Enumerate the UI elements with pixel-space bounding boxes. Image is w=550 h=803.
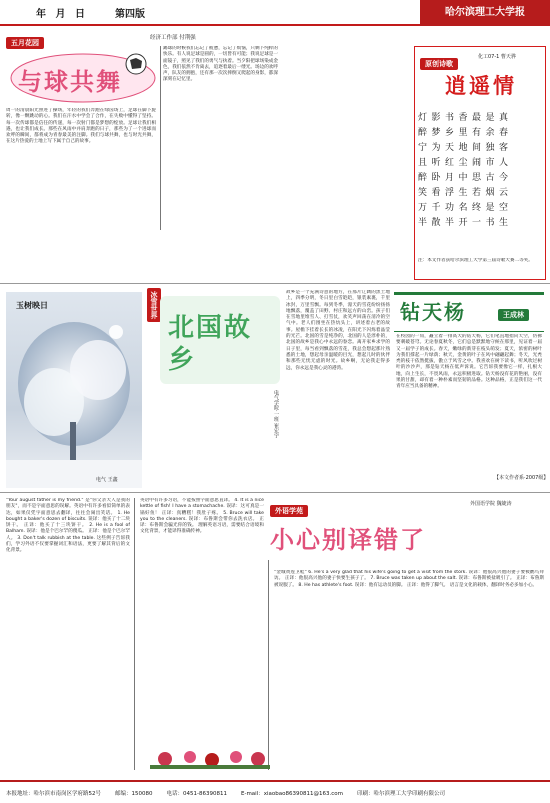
xiaoxin-right-col: "金城黄莲卫鞋" 6. He's a very glad that his wife's going to get a visit from the stork. 误译：他很高兴他的妻子要被鹳鸟拜访。 正译：他很高兴他的妻子快要生孩子了。 7. Bruce was taken up about the salt. 误译：布鲁斯被盐吸引了。 正译：布鲁斯被说服了。 8. He has athlete's foot. 误译：他有运动员的脚。 正译：他得了脚气。 语言是文化的载体，翻译时务必多加小心。 bbox=[274, 570, 544, 588]
paper-name: 哈尔滨理工大学报 bbox=[420, 0, 550, 26]
verse-line: 醉梦乡里有余春 bbox=[418, 128, 513, 138]
bottom-right-tag-label: 外语学苑 bbox=[270, 505, 308, 517]
verse-line: 灯影书香最是真 bbox=[418, 113, 513, 123]
yuqiu-byline: 经济工作部 付荆强 bbox=[150, 35, 196, 41]
poetry-verses bbox=[418, 110, 542, 250]
column-divider bbox=[160, 46, 161, 230]
zuantianyang-tag bbox=[498, 302, 529, 321]
verse-line: 笑看浮生若烟云 bbox=[418, 188, 513, 198]
section-tag-label: 五月花园 bbox=[6, 37, 44, 49]
snow-photo bbox=[6, 292, 142, 488]
flower-icon bbox=[150, 745, 270, 771]
xiaoxin-middle-col: 英语中有许多习语，不能按照字面意思直译。 4. It is a nice kettle of fish! I have a stomachache. 误译：这可真是一锅好鱼！ 正译：真糟糕！我肚子疼。 5. Bruce will take you to the cleaners. 误译：布鲁斯会带你去洗衣店。 正译：布鲁斯会骗光你的钱。 理解英语习语，需要结合语境和文化背景，才能译得准确传神。 bbox=[140, 498, 264, 535]
zuantianyang-text: 在校园的一角，矗立着一排高大的钻天杨，它们笔直地指向天空，仿佛要刺破苍穹。无论春夏秋冬，它们总是默默地守候在那里，见证着一届又一届学子的成长。春天，嫩绿的新芽在枝头萌发；夏天，浓密的树叶为我们撑起一片绿荫；秋天，金黄的叶子在风中翩翩起舞；冬天，光秃秃的枝干依然挺拔，傲立于风雪之中。我喜欢在树下读书，听风吹过树叶的沙沙声，那是钻天杨在低声诉说。它告诉我要像它一样，扎根大地，向上生长，不畏风雨，永远积极进取。钻天杨没有花的艳丽，没有果的甘甜，却有着一种朴素而坚韧的品格。这种品格，正是我们这一代青年应当具备的精神。 bbox=[396, 334, 542, 390]
verse-line: 宁为天地间独客 bbox=[418, 143, 513, 153]
flower-decoration bbox=[150, 745, 270, 771]
column-divider bbox=[134, 498, 135, 770]
bottom-right-tag bbox=[270, 498, 308, 517]
section-divider bbox=[0, 283, 550, 284]
verse-line: 且听红尘闹市人 bbox=[418, 158, 513, 168]
footer-postcode: 邮编：150080 bbox=[115, 790, 153, 797]
yuqiu-col2: 踢球的时候我们忘记了疲惫，忘记了烦恼，只剩下纯粹的快乐。有人说足球是圆的，一切皆有可能；我说足球是一面镜子，照见了我们的勇气与执着。当夕阳把球场染成金色，我们依然不肯离去，追逐着最后一缕光。场边的欢呼声，队友的拥抱，还有那一次次摔倒又爬起的身影，都深深刻在记忆里。 bbox=[163, 46, 278, 83]
footer-address: 本报地址：哈尔滨市南岗区学府路52号 bbox=[6, 790, 101, 797]
yuqiu-col1: 周一的清晨阳光照进了操场，年轻的我们奔跑在绿茵场上，足球在脚下旋转，像一颗跳动的心。我们在汗水中学会了合作，在失败中懂得了坚持。每一次传球都是信任的传递，每一次射门都是梦想的绽放。足球让我们相遇，也让我们成长。那些在风雨中并肩奔跑的日子，那些为了一个进球而欢呼的瞬间，都将成为青春最美的注脚。我们与球共舞，也与时光共舞，在这片热爱的土地上写下属于自己的故事。 bbox=[6, 108, 156, 145]
zuantianyang-title: 钻天杨 bbox=[400, 300, 466, 324]
photo-credit: 电气 王鑫 bbox=[96, 477, 118, 483]
verse-line: 醉卧月中思古今 bbox=[418, 173, 513, 183]
edition-label: 第四版 bbox=[115, 9, 145, 20]
photo-label: 玉树映日 bbox=[16, 301, 48, 310]
verse-line: 半散半开一书生 bbox=[418, 218, 513, 228]
section-divider bbox=[0, 492, 550, 493]
side-tag-label: 冰雪世界 bbox=[147, 288, 161, 322]
beiguo-author: 电气学院·一班 崔宏宇 bbox=[273, 390, 279, 439]
footer-email: E-mail：xiaobao86390811@163.com bbox=[240, 790, 343, 797]
poetry-byline: 化工07-1 曹天骅 bbox=[478, 54, 516, 60]
footer-printer: 印刷：哈尔滨理工大学印刷有限公司 bbox=[356, 790, 445, 797]
footer-phone: 电话：0451-86390811 bbox=[166, 790, 227, 797]
beiguo-title: 北国故乡 bbox=[168, 313, 253, 375]
poetry-tag-label: 原创诗歌 bbox=[420, 58, 458, 70]
beiguo-title-block bbox=[160, 296, 280, 384]
poetry-title: 逍遥情 bbox=[445, 74, 517, 98]
beiguo-text: 故乡是一个充满诗意的地方，在那片辽阔的黑土地上，四季分明，冬日里白雪皑皑，银装素裹，千里冰封，万里雪飘。每到冬季，漫天的雪花纷纷扬扬地飘落，覆盖了田野、村庄和远方的山峦。孩子们在雪地里堆雪人、打雪仗，欢笑声回荡在清冷的空气中。老人们围坐在热炕头上，讲述着古老的故事。屋檐下挂着长长的冰凌，在阳光下闪烁着晶莹的光芒。北国的雪是纯净的，北国的人是淳朴的，北国的故乡是我心中永远的眷恋。离开家乡求学的日子里，每当看到飘落的雪花，我总会想起那片熟悉的土地，想起母亲温暖的目光，想起儿时的伙伴和那些无忧无虑的时光。故乡啊，无论我走得多远，你永远是我心灵的港湾。 bbox=[286, 290, 390, 371]
footer bbox=[0, 780, 550, 803]
verse-line: 万千功名终是空 bbox=[418, 203, 513, 213]
zuantianyang-source: 【本文作者系·2007级】 bbox=[494, 475, 549, 481]
poetry-note: 注：本文作者获哈尔滨理工大学第三届诗歌大赛二等奖。 bbox=[418, 258, 533, 263]
xiaoxin-left-col: "Your august father is my friend." 是"你父亲大人是我的朋友"，而不是字面意思的误解。英语中有许多看似简单的表达，如果仅凭字面意思去翻译，往往会闹出笑话。 1. He bought a baker's dozen of biscuits. 误译：他买了十二块饼干。 正译：他买了十三块饼干。 2. He is a fool of Balham. 误译：他是个巴尔罕的傻瓜。 正译：他是个巴尔罕人。 3. Don't talk rubbish at the table. 这些例子告诉我们，学习外语不仅要掌握词汇和语法，更要了解其背后的文化背景。 bbox=[6, 498, 130, 554]
xiaoxin-title: 小心别译错了 bbox=[270, 526, 426, 554]
snow-tree-image bbox=[6, 292, 142, 488]
xiaoxin-author: 外国语学院 魏婕涛 bbox=[470, 501, 512, 507]
yuqiu-title-block bbox=[8, 48, 158, 104]
section-tag-top-left bbox=[6, 30, 44, 49]
zuantianyang-author: 王成林 bbox=[498, 309, 529, 321]
issue-date: 年 月 日 bbox=[36, 9, 88, 20]
yuqiu-title: 与球共舞 bbox=[18, 68, 122, 96]
poetry-tag bbox=[420, 51, 458, 70]
column-divider bbox=[268, 560, 269, 770]
